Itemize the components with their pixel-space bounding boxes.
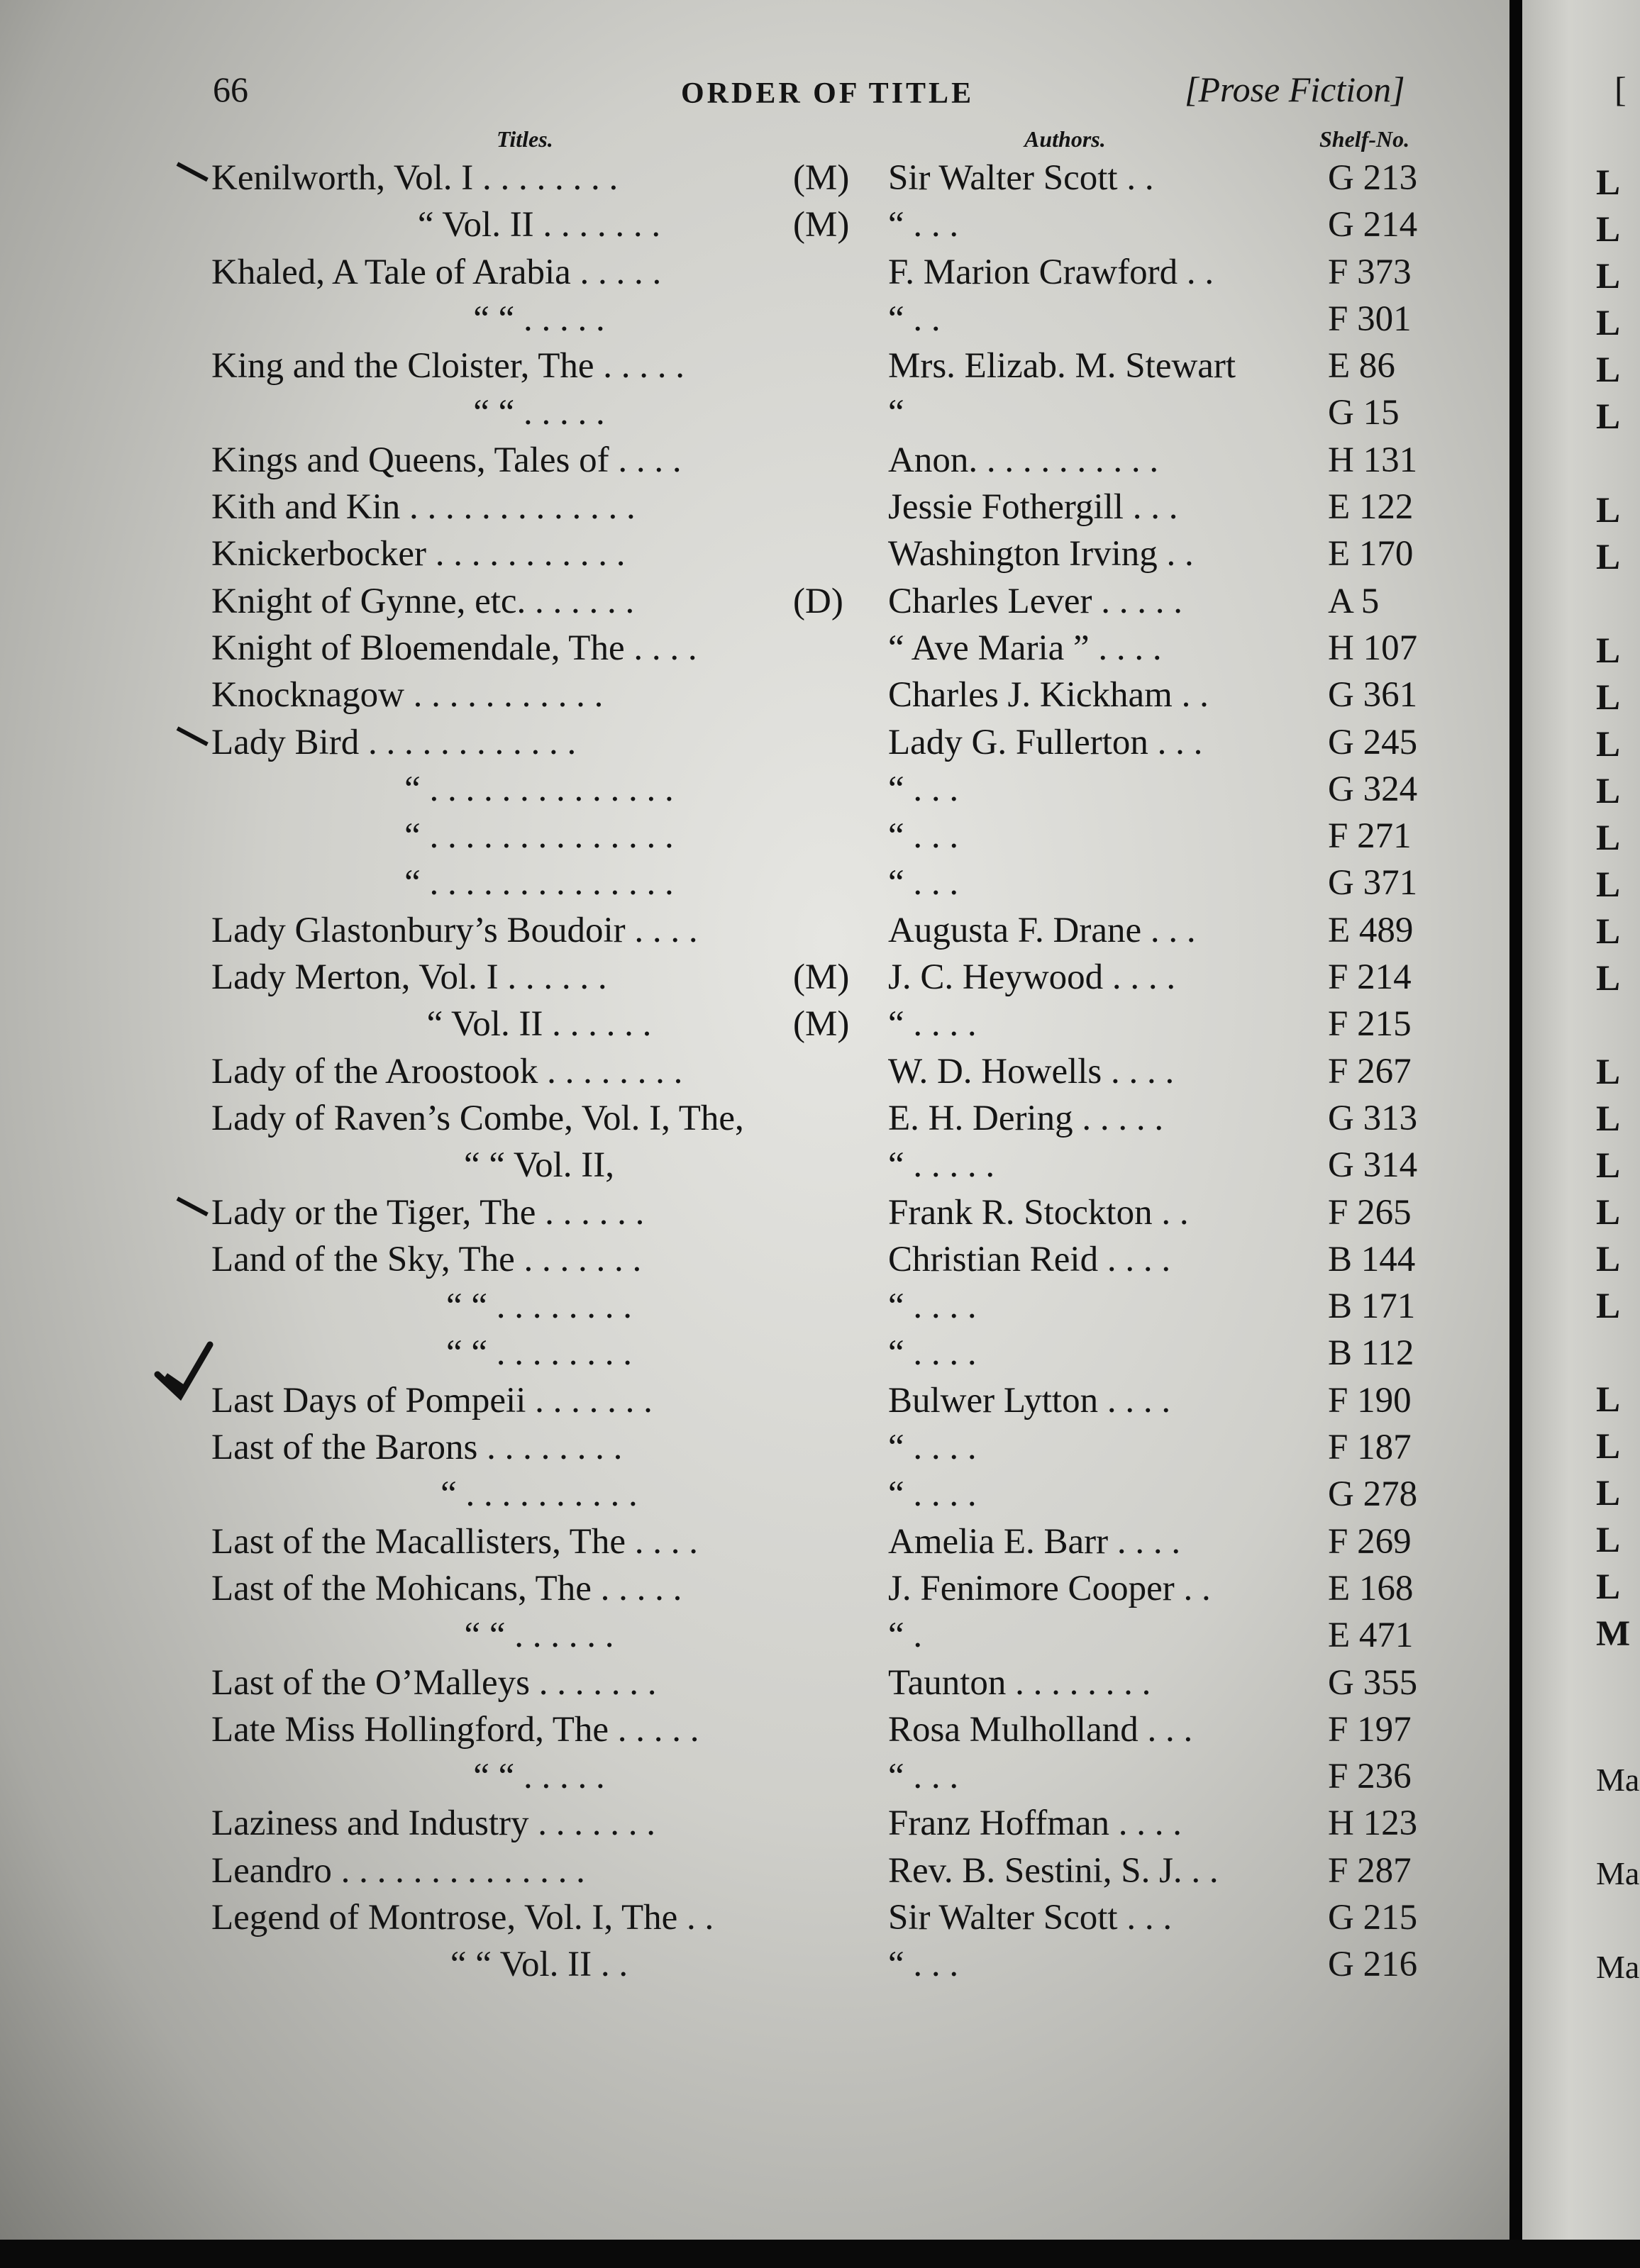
entry-author: “ . . . xyxy=(888,863,959,904)
next-page-letter: L xyxy=(1596,1474,1621,1513)
entry-shelf-number: G 214 xyxy=(1328,205,1418,245)
entry-title: Laziness and Industry . . . . . . . xyxy=(211,1803,656,1844)
column-header-titles: Titles. xyxy=(497,126,553,152)
entry-title: “ “ . . . . . . . . xyxy=(445,1333,633,1374)
next-page-letter: L xyxy=(1596,304,1621,343)
entry-author: Sir Walter Scott . . xyxy=(888,158,1154,198)
catalog-entry xyxy=(0,389,1509,436)
next-page-letter: M xyxy=(1596,1614,1631,1654)
entry-author: “ . . . xyxy=(888,816,959,857)
entry-shelf-number: B 112 xyxy=(1328,1333,1414,1374)
entry-format-note: (M) xyxy=(793,1004,850,1045)
next-page-letter: L xyxy=(1596,397,1621,437)
next-page-letter: L xyxy=(1596,818,1621,858)
next-page-word-fragment: Ma xyxy=(1596,1855,1640,1891)
entry-author: Sir Walter Scott . . . xyxy=(888,1897,1173,1938)
next-page-letter: L xyxy=(1596,1193,1621,1233)
next-page-letter: L xyxy=(1596,163,1621,203)
entry-author: “ . . . . xyxy=(888,1004,977,1045)
catalog-entry xyxy=(0,1847,1509,1894)
entry-author: J. C. Heywood . . . . xyxy=(888,957,1176,998)
entry-shelf-number: G 361 xyxy=(1328,675,1418,716)
catalog-entry xyxy=(0,1800,1509,1847)
entry-shelf-number: F 265 xyxy=(1328,1192,1412,1233)
entry-author: “ . . . xyxy=(888,1757,959,1797)
next-page-letter: L xyxy=(1596,257,1621,296)
next-page-letter: L xyxy=(1596,1240,1621,1279)
catalog-entry xyxy=(0,1612,1509,1659)
next-page-letter: L xyxy=(1596,538,1621,577)
entry-title: Last of the O’Malleys . . . . . . . xyxy=(211,1662,657,1703)
entry-shelf-number: G 213 xyxy=(1328,158,1418,198)
next-page-letter: L xyxy=(1596,350,1621,390)
entry-shelf-number: E 122 xyxy=(1328,487,1414,528)
next-page-letter: L xyxy=(1596,865,1621,905)
entry-shelf-number: E 170 xyxy=(1328,534,1414,574)
entry-shelf-number: H 123 xyxy=(1328,1803,1418,1844)
entry-author: “ Ave Maria ” . . . . xyxy=(888,628,1162,668)
check-mark-icon xyxy=(152,1340,216,1411)
entry-title: Lady Glastonbury’s Boudoir . . . . xyxy=(211,910,698,950)
entry-shelf-number: F 215 xyxy=(1328,1004,1412,1045)
next-page-letter: L xyxy=(1596,678,1621,718)
entry-title: Last of the Macallisters, The . . . . xyxy=(211,1521,698,1562)
entry-title: Kenilworth, Vol. I . . . . . . . . xyxy=(211,158,619,198)
entry-shelf-number: F 269 xyxy=(1328,1521,1412,1562)
catalog-entry xyxy=(0,343,1509,389)
entry-shelf-number: G 278 xyxy=(1328,1474,1418,1515)
entry-author: Augusta F. Drane . . . xyxy=(888,910,1196,950)
entry-title: Lady of the Aroostook . . . . . . . . xyxy=(211,1051,683,1091)
entry-title: Late Miss Hollingford, The . . . . . xyxy=(211,1709,699,1750)
column-header-authors: Authors. xyxy=(1024,126,1106,152)
entry-title: Khaled, A Tale of Arabia . . . . . xyxy=(211,252,662,292)
entry-shelf-number: B 144 xyxy=(1328,1239,1416,1279)
entry-author: J. Fenimore Cooper . . xyxy=(888,1568,1211,1608)
catalog-entry xyxy=(0,201,1509,248)
entry-shelf-number: G 215 xyxy=(1328,1897,1418,1938)
running-title: ORDER OF TITLE xyxy=(681,77,975,110)
entry-title: “ “ . . . . . . . . xyxy=(445,1286,633,1327)
catalog-entry xyxy=(0,813,1509,860)
entry-title: “ “ . . . . . xyxy=(473,1757,605,1797)
entry-shelf-number: F 190 xyxy=(1328,1380,1412,1421)
next-page-letter: L xyxy=(1596,725,1621,765)
entry-title: “ “ . . . . . xyxy=(473,393,605,433)
next-page-letter: L xyxy=(1596,959,1621,999)
next-page-letter: L xyxy=(1596,491,1621,530)
entry-author: Rev. B. Sestini, S. J. . . xyxy=(888,1850,1219,1891)
entry-shelf-number: F 373 xyxy=(1328,252,1412,292)
entry-title: Last of the Barons . . . . . . . . xyxy=(211,1428,623,1468)
catalog-entry xyxy=(0,766,1509,813)
catalog-entry xyxy=(0,1565,1509,1612)
entry-title: Knight of Gynne, etc. . . . . . . xyxy=(211,581,635,621)
entry-title: “ Vol. II . . . . . . xyxy=(426,1004,652,1045)
entry-shelf-number: H 131 xyxy=(1328,440,1418,480)
next-page-header-fragment: [ xyxy=(1614,70,1627,109)
catalog-entry xyxy=(0,155,1509,201)
entry-author: “ . . . . xyxy=(888,1333,977,1374)
entry-author: Franz Hoffman . . . . xyxy=(888,1803,1182,1844)
entry-author: “ . . . . . xyxy=(888,1145,995,1186)
entry-format-note: (M) xyxy=(793,957,850,998)
page-gutter xyxy=(1509,0,1522,2240)
column-header-shelf-no: Shelf-No. xyxy=(1319,126,1410,152)
entry-title: Knight of Bloemendale, The . . . . xyxy=(211,628,697,668)
entry-author: Charles J. Kickham . . xyxy=(888,675,1209,716)
entry-title: “ “ Vol. II . . xyxy=(450,1945,628,1985)
entry-shelf-number: G 324 xyxy=(1328,769,1418,809)
entry-title: “ “ Vol. II, xyxy=(464,1145,614,1186)
entry-title: Land of the Sky, The . . . . . . . xyxy=(211,1239,642,1279)
next-page-letter: L xyxy=(1596,1380,1621,1420)
entry-shelf-number: F 236 xyxy=(1328,1757,1412,1797)
entry-author: Jessie Fothergill . . . xyxy=(888,487,1178,528)
entry-shelf-number: G 355 xyxy=(1328,1662,1418,1703)
catalog-entry xyxy=(0,954,1509,1001)
entry-title: “ “ . . . . . . xyxy=(464,1616,614,1656)
entry-title: Leandro . . . . . . . . . . . . . . xyxy=(211,1850,585,1891)
next-page-letter: L xyxy=(1596,1052,1621,1092)
entry-author: “ . xyxy=(888,1616,923,1656)
catalog-entry xyxy=(0,1189,1509,1236)
entry-author: Taunton . . . . . . . . xyxy=(888,1662,1151,1703)
next-page-letter: L xyxy=(1596,1427,1621,1467)
catalog-entry xyxy=(0,1236,1509,1283)
catalog-entries xyxy=(0,155,1509,1989)
next-page-letter: L xyxy=(1596,1521,1621,1560)
entry-shelf-number: F 271 xyxy=(1328,816,1412,857)
entry-title: Legend of Montrose, Vol. I, The . . xyxy=(211,1897,714,1938)
next-page-letter: L xyxy=(1596,912,1621,952)
catalog-entry xyxy=(0,437,1509,484)
catalog-entry xyxy=(0,719,1509,766)
entry-author: “ . . . . xyxy=(888,1474,977,1515)
catalog-entry xyxy=(0,1142,1509,1189)
entry-shelf-number: G 371 xyxy=(1328,863,1418,904)
catalog-entry xyxy=(0,1001,1509,1047)
entry-title: Kith and Kin . . . . . . . . . . . . . xyxy=(211,487,636,528)
entry-shelf-number: G 313 xyxy=(1328,1098,1418,1138)
entry-author: Bulwer Lytton . . . . xyxy=(888,1380,1171,1421)
right-page-edge xyxy=(1522,0,1640,2240)
entry-title: Last of the Mohicans, The . . . . . xyxy=(211,1568,682,1608)
catalog-entry xyxy=(0,1283,1509,1330)
entry-author: Mrs. Elizab. M. Stewart xyxy=(888,346,1236,387)
entry-title: “ Vol. II . . . . . . . xyxy=(417,205,661,245)
entry-title: “ . . . . . . . . . . . . . . xyxy=(404,863,674,904)
entry-shelf-number: H 107 xyxy=(1328,628,1418,668)
entry-author: Anon. . . . . . . . . . . xyxy=(888,440,1159,480)
entry-shelf-number: G 216 xyxy=(1328,1945,1418,1985)
next-page-letter: L xyxy=(1596,1146,1621,1186)
entry-format-note: (M) xyxy=(793,205,850,245)
catalog-entry xyxy=(0,578,1509,625)
entry-author: “ . . . xyxy=(888,1945,959,1985)
section-label-text: [Prose Fiction] xyxy=(1185,70,1405,109)
catalog-entry xyxy=(0,530,1509,577)
entry-shelf-number: E 86 xyxy=(1328,346,1395,387)
next-page-letter: L xyxy=(1596,631,1621,671)
entry-author: Christian Reid . . . . xyxy=(888,1239,1171,1279)
entry-format-note: (M) xyxy=(793,158,850,198)
page-number: 66 xyxy=(213,70,248,109)
catalog-entry xyxy=(0,1706,1509,1753)
next-page-letter: L xyxy=(1596,772,1621,811)
entry-shelf-number: G 15 xyxy=(1328,393,1400,433)
catalog-entry xyxy=(0,484,1509,530)
catalog-entry xyxy=(0,249,1509,296)
entry-title: Knickerbocker . . . . . . . . . . . xyxy=(211,534,626,574)
entry-author: “ xyxy=(888,393,904,433)
entry-shelf-number: E 489 xyxy=(1328,910,1414,950)
catalog-entry xyxy=(0,1753,1509,1800)
entry-title: Lady of Raven’s Combe, Vol. I, The, xyxy=(211,1098,744,1138)
entry-shelf-number: F 197 xyxy=(1328,1709,1412,1750)
entry-author: Rosa Mulholland . . . xyxy=(888,1709,1193,1750)
catalog-entry xyxy=(0,1048,1509,1095)
next-page-letter: L xyxy=(1596,1286,1621,1326)
entry-author: “ . . xyxy=(888,299,941,339)
entry-shelf-number: A 5 xyxy=(1328,581,1380,621)
entry-shelf-number: B 171 xyxy=(1328,1286,1416,1327)
entry-shelf-number: G 245 xyxy=(1328,722,1418,762)
entry-shelf-number: F 301 xyxy=(1328,299,1412,339)
entry-title: “ “ . . . . . xyxy=(473,299,605,339)
catalog-entry xyxy=(0,1894,1509,1941)
catalog-entry xyxy=(0,1424,1509,1471)
entry-shelf-number: F 287 xyxy=(1328,1850,1412,1891)
entry-author: F. Marion Crawford . . xyxy=(888,252,1214,292)
next-page-letter: L xyxy=(1596,1099,1621,1139)
entry-shelf-number: F 267 xyxy=(1328,1051,1412,1091)
entry-shelf-number: F 187 xyxy=(1328,1428,1412,1468)
catalog-entry xyxy=(0,1095,1509,1142)
catalog-entry xyxy=(0,860,1509,906)
entry-author: E. H. Dering . . . . . xyxy=(888,1098,1164,1138)
entry-shelf-number: F 214 xyxy=(1328,957,1412,998)
entry-author: “ . . . . xyxy=(888,1428,977,1468)
entry-shelf-number: G 314 xyxy=(1328,1145,1418,1186)
entry-title: King and the Cloister, The . . . . . xyxy=(211,346,685,387)
catalog-entry xyxy=(0,1471,1509,1518)
entry-title: “ . . . . . . . . . . xyxy=(441,1474,638,1515)
entry-title: Kings and Queens, Tales of . . . . xyxy=(211,440,682,480)
catalog-entry xyxy=(0,1377,1509,1424)
entry-title: Last Days of Pompeii . . . . . . . xyxy=(211,1380,653,1421)
next-page-letter: L xyxy=(1596,1567,1621,1607)
next-page-word-fragment: Ma xyxy=(1596,1762,1640,1798)
catalog-entry xyxy=(0,1941,1509,1988)
pencil-tick-icon xyxy=(177,726,209,746)
catalog-entry xyxy=(0,672,1509,718)
entry-shelf-number: E 471 xyxy=(1328,1616,1414,1656)
catalog-entry xyxy=(0,625,1509,672)
entry-title: Knocknagow . . . . . . . . . . . xyxy=(211,675,604,716)
entry-title: Lady or the Tiger, The . . . . . . xyxy=(211,1192,645,1233)
pencil-tick-icon xyxy=(177,162,209,182)
scan-bottom-border xyxy=(0,2240,1640,2268)
entry-author: “ . . . xyxy=(888,769,959,809)
entry-author: W. D. Howells . . . . xyxy=(888,1051,1175,1091)
entry-format-note: (D) xyxy=(793,581,843,621)
pencil-tick-icon xyxy=(177,1196,209,1216)
next-page-word-fragment: Ma xyxy=(1596,1949,1640,1985)
entry-author: “ . . . . xyxy=(888,1286,977,1327)
entry-title: “ . . . . . . . . . . . . . . xyxy=(404,769,674,809)
catalog-entry xyxy=(0,1660,1509,1706)
entry-title: “ . . . . . . . . . . . . . . xyxy=(404,816,674,857)
catalog-entry xyxy=(0,1330,1509,1377)
entry-author: “ . . . xyxy=(888,205,959,245)
entry-author: Lady G. Fullerton . . . xyxy=(888,722,1203,762)
next-page-letter: L xyxy=(1596,210,1621,250)
catalog-entry xyxy=(0,907,1509,954)
section-label xyxy=(1185,68,1405,111)
entry-author: Washington Irving . . xyxy=(888,534,1194,574)
entry-title: Lady Merton, Vol. I . . . . . . xyxy=(211,957,607,998)
entry-author: Amelia E. Barr . . . . xyxy=(888,1521,1181,1562)
entry-title: Lady Bird . . . . . . . . . . . . xyxy=(211,722,577,762)
catalog-entry xyxy=(0,296,1509,343)
entry-author: Charles Lever . . . . . xyxy=(888,581,1182,621)
entry-author: Frank R. Stockton . . xyxy=(888,1192,1189,1233)
entry-shelf-number: E 168 xyxy=(1328,1568,1414,1608)
catalog-entry xyxy=(0,1518,1509,1565)
